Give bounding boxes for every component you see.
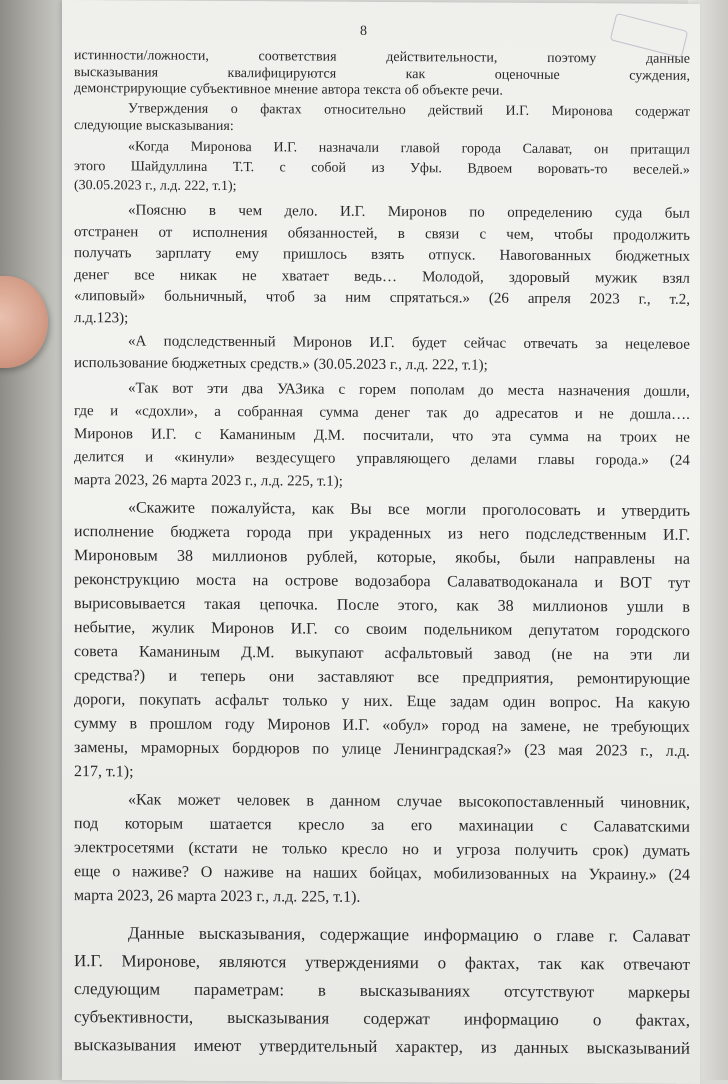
paragraph <box>74 101 690 139</box>
page-number: 8 <box>360 23 367 39</box>
text-line: небытие, жулик Миронов И.Г. со своим подельником депутатом городского <box>74 619 690 640</box>
text-line: И.Г. Миронове, являются утверждениями о фактах, так как отвечают <box>74 950 690 974</box>
text-line: (30.05.2023 г., л.д. 222, т.1); <box>74 178 237 195</box>
text-line: следующие высказывания: <box>74 118 234 135</box>
text-line: «Когда Миронова И.Г. назначали главой города Салават, он притащил <box>128 139 690 159</box>
text-line: 217, т.1); <box>74 763 134 781</box>
text-line: л.д.123); <box>74 309 129 327</box>
text-line: Утверждения о фактах относительно действий И.Г. Миронова содержат <box>128 101 690 120</box>
text-line: марта 2023, 26 марта 2023 г., л.д. 225, т.1); <box>74 472 343 490</box>
document-body <box>74 48 690 1062</box>
text-line: высказывания квалифицируются как оценочные суждения, <box>74 64 690 84</box>
text-line: этого Шайдуллина Т.Т. с собой из Уфы. Вдвоем воровать-то веселей.» <box>74 158 690 178</box>
text-line: высказывания имеют утвердительный характер, из данных высказываний <box>74 1034 690 1058</box>
text-line: электросетями (кстати не только кресло но и угроза получить срок) думать <box>74 839 690 860</box>
paragraph <box>74 918 690 1062</box>
text-line: «Как может человек в данном случае высокопоставленный чиновник, <box>128 791 690 812</box>
text-line: делится и «кинули» вездесущего управляющего делами главы города.» (24 <box>74 449 690 469</box>
text-line: истинности/ложности, соответствия действительности, поэтому данные <box>74 48 690 68</box>
text-line: «Скажите пожалуйста, как Вы все могли проголосовать и утвердить <box>128 499 690 520</box>
text-line: субъективности, высказывания содержат информацию о фактах, <box>74 1006 690 1030</box>
paragraph <box>74 200 690 333</box>
text-line: «липовый» больничный, чтоб за ним спрятаться.» (26 апреля 2023 г., т.2, <box>74 288 690 309</box>
text-line: средства?) и теперь они заставляют все предприятия, ремонтирующие <box>74 667 690 688</box>
paragraph <box>74 496 690 788</box>
text-line: отстранен от исполнения обязанностей, в связи с чем, чтобы продолжить <box>74 223 690 244</box>
text-line: вырисовывается такая цепочка. После этого, как 38 миллионов ушли в <box>74 595 690 616</box>
paragraph <box>74 48 690 101</box>
text-line: «Поясню в чем дело. И.Г. Миронов по определению суда был <box>128 202 690 223</box>
paragraph <box>74 377 690 496</box>
text-line: марта 2023, 26 марта 2023 г., л.д. 225, т.1). <box>74 887 361 906</box>
text-line: исполнение бюджета города при украденных из него подследственным И.Г. <box>74 523 690 544</box>
text-line: следующим параметрам: в высказываниях отсутствуют маркеры <box>74 978 690 1002</box>
text-line: еще о наживе? О наживе на наших бойцах, мобилизованных на Украину.» (24 <box>74 863 690 884</box>
text-line: «А подследственный Миронов И.Г. будет сейчас отвечать за нецелевое <box>128 333 690 354</box>
text-line: получать зарплату ему пришлось взять отпуск. Навorованных бюджетных <box>74 245 690 266</box>
text-line: Данные высказывания, содержащие информацию о главе г. Салават <box>128 922 690 946</box>
text-line: денег все никак не хватает ведь… Молодой, здоровый мужик взял <box>74 266 690 287</box>
text-line: Миронов И.Г. с Каманиным Д.М. посчитали, что эта сумма на троих не <box>74 426 690 446</box>
text-line: под которым шатается кресло за его махинации с Салаватскими <box>74 815 690 836</box>
document-page <box>62 0 700 1084</box>
background-surface-left <box>0 0 70 1080</box>
paragraph <box>74 331 690 378</box>
text-line: использование бюджетных средств.» (30.05.2023 г., л.д. 222, т.1); <box>74 354 488 374</box>
paragraph <box>74 788 690 912</box>
paragraph <box>74 138 690 200</box>
text-line: «Так вот эти два УАЗика с горем пополам до места назначения дошли, <box>128 380 690 400</box>
text-line: дороги, покупать асфальт только у них. Еще задам один вопрос. На какую <box>74 691 690 712</box>
text-line: совета Каманиным Д.М. выкупают асфальтовый завод (не на эти ли <box>74 643 690 664</box>
text-line: реконструкцию моста на острове водозабора Салаватводоканала и ВОТ тут <box>74 571 690 592</box>
text-line: демонстрирующие субъективное мнение автора текста об объекте речи. <box>74 81 503 99</box>
text-line: Мироновым 38 миллионов рублей, которые, якобы, были направлены на <box>74 547 690 568</box>
text-line: сумму в прошлом году Миронов И.Г. «обул» город на замене, не требующих <box>74 715 690 736</box>
text-line: замены, мраморных бордюров по улице Ленинградская?» (23 мая 2023 г., л.д. <box>74 739 690 760</box>
text-line: где и «сдохли», а собранная сумма денег так до адресатов и не дошла…. <box>74 403 690 423</box>
